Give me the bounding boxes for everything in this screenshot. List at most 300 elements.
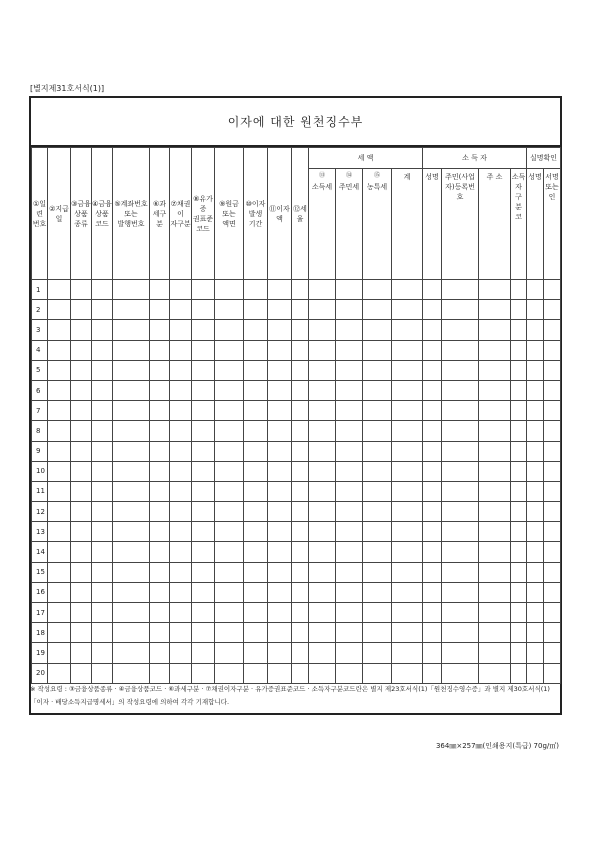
entry-cell[interactable]	[392, 300, 423, 320]
entry-cell[interactable]	[292, 582, 309, 602]
entry-cell[interactable]	[150, 643, 170, 663]
entry-cell[interactable]	[170, 603, 192, 623]
entry-cell[interactable]	[336, 643, 363, 663]
entry-cell[interactable]	[150, 421, 170, 441]
entry-cell[interactable]	[336, 582, 363, 602]
entry-cell[interactable]	[170, 280, 192, 300]
entry-cell[interactable]	[511, 421, 527, 441]
entry-cell[interactable]	[336, 542, 363, 562]
entry-cell[interactable]	[244, 522, 268, 542]
entry-cell[interactable]	[309, 300, 336, 320]
entry-cell[interactable]	[309, 643, 336, 663]
entry-cell[interactable]	[442, 320, 479, 340]
entry-cell[interactable]	[48, 663, 71, 683]
entry-cell[interactable]	[215, 300, 244, 320]
entry-cell[interactable]	[479, 441, 511, 461]
entry-cell[interactable]	[113, 502, 150, 522]
entry-cell[interactable]	[170, 522, 192, 542]
entry-cell[interactable]	[442, 401, 479, 421]
entry-cell[interactable]	[113, 562, 150, 582]
entry-cell[interactable]	[442, 542, 479, 562]
entry-cell[interactable]	[150, 401, 170, 421]
entry-cell[interactable]	[113, 380, 150, 400]
entry-cell[interactable]	[309, 481, 336, 501]
entry-cell[interactable]	[392, 320, 423, 340]
entry-cell[interactable]	[392, 522, 423, 542]
entry-cell[interactable]	[113, 280, 150, 300]
entry-cell[interactable]	[292, 663, 309, 683]
entry-cell[interactable]	[48, 441, 71, 461]
entry-cell[interactable]	[71, 360, 92, 380]
entry-cell[interactable]	[244, 623, 268, 643]
entry-cell[interactable]	[71, 340, 92, 360]
entry-cell[interactable]	[479, 340, 511, 360]
entry-cell[interactable]	[479, 461, 511, 481]
entry-cell[interactable]	[442, 643, 479, 663]
entry-cell[interactable]	[442, 562, 479, 582]
entry-cell[interactable]	[544, 280, 561, 300]
entry-cell[interactable]	[192, 300, 215, 320]
entry-cell[interactable]	[392, 401, 423, 421]
entry-cell[interactable]	[336, 280, 363, 300]
entry-cell[interactable]	[215, 623, 244, 643]
entry-cell[interactable]	[336, 300, 363, 320]
entry-cell[interactable]	[511, 643, 527, 663]
entry-cell[interactable]	[71, 502, 92, 522]
entry-cell[interactable]	[527, 603, 544, 623]
entry-cell[interactable]	[113, 340, 150, 360]
entry-cell[interactable]	[150, 380, 170, 400]
entry-cell[interactable]	[292, 461, 309, 481]
entry-cell[interactable]	[442, 582, 479, 602]
entry-cell[interactable]	[170, 643, 192, 663]
entry-cell[interactable]	[423, 502, 442, 522]
entry-cell[interactable]	[511, 562, 527, 582]
entry-cell[interactable]	[48, 360, 71, 380]
entry-cell[interactable]	[292, 502, 309, 522]
entry-cell[interactable]	[268, 320, 292, 340]
entry-cell[interactable]	[292, 280, 309, 300]
entry-cell[interactable]	[511, 481, 527, 501]
entry-cell[interactable]	[170, 320, 192, 340]
entry-cell[interactable]	[71, 623, 92, 643]
entry-cell[interactable]	[292, 401, 309, 421]
entry-cell[interactable]	[336, 663, 363, 683]
entry-cell[interactable]	[363, 542, 392, 562]
entry-cell[interactable]	[479, 542, 511, 562]
entry-cell[interactable]	[48, 340, 71, 360]
entry-cell[interactable]	[544, 360, 561, 380]
entry-cell[interactable]	[479, 320, 511, 340]
entry-cell[interactable]	[192, 522, 215, 542]
entry-cell[interactable]	[423, 582, 442, 602]
entry-cell[interactable]	[192, 401, 215, 421]
entry-cell[interactable]	[170, 421, 192, 441]
entry-cell[interactable]	[48, 461, 71, 481]
entry-cell[interactable]	[244, 643, 268, 663]
entry-cell[interactable]	[511, 280, 527, 300]
entry-cell[interactable]	[192, 320, 215, 340]
entry-cell[interactable]	[423, 300, 442, 320]
entry-cell[interactable]	[92, 300, 113, 320]
entry-cell[interactable]	[244, 663, 268, 683]
entry-cell[interactable]	[92, 360, 113, 380]
entry-cell[interactable]	[71, 522, 92, 542]
entry-cell[interactable]	[244, 461, 268, 481]
entry-cell[interactable]	[392, 380, 423, 400]
entry-cell[interactable]	[423, 623, 442, 643]
entry-cell[interactable]	[215, 280, 244, 300]
entry-cell[interactable]	[544, 603, 561, 623]
entry-cell[interactable]	[92, 280, 113, 300]
entry-cell[interactable]	[511, 603, 527, 623]
entry-cell[interactable]	[336, 340, 363, 360]
entry-cell[interactable]	[170, 623, 192, 643]
entry-cell[interactable]	[48, 522, 71, 542]
entry-cell[interactable]	[363, 360, 392, 380]
entry-cell[interactable]	[363, 320, 392, 340]
entry-cell[interactable]	[527, 623, 544, 643]
entry-cell[interactable]	[309, 380, 336, 400]
entry-cell[interactable]	[479, 502, 511, 522]
entry-cell[interactable]	[292, 421, 309, 441]
entry-cell[interactable]	[268, 603, 292, 623]
entry-cell[interactable]	[363, 522, 392, 542]
entry-cell[interactable]	[192, 380, 215, 400]
entry-cell[interactable]	[192, 562, 215, 582]
entry-cell[interactable]	[392, 663, 423, 683]
entry-cell[interactable]	[423, 360, 442, 380]
entry-cell[interactable]	[544, 522, 561, 542]
entry-cell[interactable]	[511, 401, 527, 421]
entry-cell[interactable]	[479, 582, 511, 602]
entry-cell[interactable]	[392, 441, 423, 461]
entry-cell[interactable]	[479, 481, 511, 501]
entry-cell[interactable]	[150, 280, 170, 300]
entry-cell[interactable]	[363, 562, 392, 582]
entry-cell[interactable]	[527, 481, 544, 501]
entry-cell[interactable]	[392, 461, 423, 481]
entry-cell[interactable]	[309, 623, 336, 643]
entry-cell[interactable]	[309, 461, 336, 481]
entry-cell[interactable]	[113, 663, 150, 683]
entry-cell[interactable]	[170, 441, 192, 461]
entry-cell[interactable]	[215, 481, 244, 501]
entry-cell[interactable]	[336, 481, 363, 501]
entry-cell[interactable]	[511, 320, 527, 340]
entry-cell[interactable]	[292, 340, 309, 360]
entry-cell[interactable]	[309, 421, 336, 441]
entry-cell[interactable]	[479, 522, 511, 542]
entry-cell[interactable]	[527, 300, 544, 320]
entry-cell[interactable]	[170, 481, 192, 501]
entry-cell[interactable]	[292, 603, 309, 623]
entry-cell[interactable]	[244, 542, 268, 562]
entry-cell[interactable]	[392, 280, 423, 300]
entry-cell[interactable]	[92, 401, 113, 421]
entry-cell[interactable]	[423, 320, 442, 340]
entry-cell[interactable]	[442, 280, 479, 300]
entry-cell[interactable]	[92, 643, 113, 663]
entry-cell[interactable]	[336, 401, 363, 421]
entry-cell[interactable]	[479, 421, 511, 441]
entry-cell[interactable]	[170, 401, 192, 421]
entry-cell[interactable]	[292, 542, 309, 562]
entry-cell[interactable]	[150, 441, 170, 461]
entry-cell[interactable]	[215, 320, 244, 340]
entry-cell[interactable]	[336, 562, 363, 582]
entry-cell[interactable]	[192, 421, 215, 441]
entry-cell[interactable]	[309, 582, 336, 602]
entry-cell[interactable]	[292, 380, 309, 400]
entry-cell[interactable]	[423, 340, 442, 360]
entry-cell[interactable]	[192, 280, 215, 300]
entry-cell[interactable]	[92, 461, 113, 481]
entry-cell[interactable]	[48, 643, 71, 663]
entry-cell[interactable]	[544, 502, 561, 522]
entry-cell[interactable]	[113, 300, 150, 320]
entry-cell[interactable]	[215, 522, 244, 542]
entry-cell[interactable]	[71, 300, 92, 320]
entry-cell[interactable]	[150, 320, 170, 340]
entry-cell[interactable]	[544, 582, 561, 602]
entry-cell[interactable]	[170, 562, 192, 582]
entry-cell[interactable]	[113, 582, 150, 602]
entry-cell[interactable]	[527, 461, 544, 481]
entry-cell[interactable]	[113, 441, 150, 461]
entry-cell[interactable]	[544, 643, 561, 663]
entry-cell[interactable]	[92, 663, 113, 683]
entry-cell[interactable]	[423, 603, 442, 623]
entry-cell[interactable]	[292, 441, 309, 461]
entry-cell[interactable]	[442, 421, 479, 441]
entry-cell[interactable]	[192, 623, 215, 643]
entry-cell[interactable]	[442, 340, 479, 360]
entry-cell[interactable]	[268, 623, 292, 643]
entry-cell[interactable]	[71, 401, 92, 421]
entry-cell[interactable]	[192, 663, 215, 683]
entry-cell[interactable]	[150, 502, 170, 522]
entry-cell[interactable]	[336, 441, 363, 461]
entry-cell[interactable]	[268, 300, 292, 320]
entry-cell[interactable]	[71, 280, 92, 300]
entry-cell[interactable]	[170, 582, 192, 602]
entry-cell[interactable]	[544, 562, 561, 582]
entry-cell[interactable]	[479, 663, 511, 683]
entry-cell[interactable]	[48, 623, 71, 643]
entry-cell[interactable]	[113, 542, 150, 562]
entry-cell[interactable]	[527, 562, 544, 582]
entry-cell[interactable]	[363, 340, 392, 360]
entry-cell[interactable]	[215, 421, 244, 441]
entry-cell[interactable]	[309, 502, 336, 522]
entry-cell[interactable]	[268, 401, 292, 421]
entry-cell[interactable]	[113, 481, 150, 501]
entry-cell[interactable]	[215, 643, 244, 663]
entry-cell[interactable]	[479, 643, 511, 663]
entry-cell[interactable]	[113, 643, 150, 663]
entry-cell[interactable]	[527, 320, 544, 340]
entry-cell[interactable]	[309, 280, 336, 300]
entry-cell[interactable]	[336, 380, 363, 400]
entry-cell[interactable]	[309, 441, 336, 461]
entry-cell[interactable]	[527, 522, 544, 542]
entry-cell[interactable]	[192, 360, 215, 380]
entry-cell[interactable]	[113, 320, 150, 340]
entry-cell[interactable]	[423, 643, 442, 663]
entry-cell[interactable]	[423, 542, 442, 562]
entry-cell[interactable]	[292, 300, 309, 320]
entry-cell[interactable]	[309, 401, 336, 421]
entry-cell[interactable]	[392, 542, 423, 562]
entry-cell[interactable]	[423, 441, 442, 461]
entry-cell[interactable]	[336, 461, 363, 481]
entry-cell[interactable]	[544, 461, 561, 481]
entry-cell[interactable]	[244, 300, 268, 320]
entry-cell[interactable]	[527, 280, 544, 300]
entry-cell[interactable]	[48, 542, 71, 562]
entry-cell[interactable]	[268, 502, 292, 522]
entry-cell[interactable]	[363, 502, 392, 522]
entry-cell[interactable]	[336, 522, 363, 542]
entry-cell[interactable]	[150, 522, 170, 542]
entry-cell[interactable]	[268, 562, 292, 582]
entry-cell[interactable]	[92, 441, 113, 461]
entry-cell[interactable]	[192, 441, 215, 461]
entry-cell[interactable]	[544, 421, 561, 441]
entry-cell[interactable]	[511, 380, 527, 400]
entry-cell[interactable]	[392, 340, 423, 360]
entry-cell[interactable]	[150, 481, 170, 501]
entry-cell[interactable]	[292, 360, 309, 380]
entry-cell[interactable]	[479, 380, 511, 400]
entry-cell[interactable]	[363, 401, 392, 421]
entry-cell[interactable]	[170, 380, 192, 400]
entry-cell[interactable]	[215, 441, 244, 461]
entry-cell[interactable]	[92, 522, 113, 542]
entry-cell[interactable]	[92, 562, 113, 582]
entry-cell[interactable]	[71, 643, 92, 663]
entry-cell[interactable]	[192, 502, 215, 522]
entry-cell[interactable]	[423, 461, 442, 481]
entry-cell[interactable]	[268, 481, 292, 501]
entry-cell[interactable]	[150, 300, 170, 320]
entry-cell[interactable]	[244, 320, 268, 340]
entry-cell[interactable]	[292, 320, 309, 340]
entry-cell[interactable]	[170, 542, 192, 562]
entry-cell[interactable]	[244, 441, 268, 461]
entry-cell[interactable]	[92, 320, 113, 340]
entry-cell[interactable]	[336, 320, 363, 340]
entry-cell[interactable]	[92, 502, 113, 522]
entry-cell[interactable]	[268, 360, 292, 380]
entry-cell[interactable]	[113, 522, 150, 542]
entry-cell[interactable]	[244, 481, 268, 501]
entry-cell[interactable]	[48, 603, 71, 623]
entry-cell[interactable]	[336, 623, 363, 643]
entry-cell[interactable]	[392, 481, 423, 501]
entry-cell[interactable]	[215, 401, 244, 421]
entry-cell[interactable]	[268, 643, 292, 663]
entry-cell[interactable]	[423, 280, 442, 300]
entry-cell[interactable]	[113, 360, 150, 380]
entry-cell[interactable]	[71, 380, 92, 400]
entry-cell[interactable]	[336, 502, 363, 522]
entry-cell[interactable]	[92, 603, 113, 623]
entry-cell[interactable]	[511, 582, 527, 602]
entry-cell[interactable]	[244, 421, 268, 441]
entry-cell[interactable]	[479, 280, 511, 300]
entry-cell[interactable]	[192, 542, 215, 562]
entry-cell[interactable]	[268, 421, 292, 441]
entry-cell[interactable]	[71, 421, 92, 441]
entry-cell[interactable]	[268, 522, 292, 542]
entry-cell[interactable]	[392, 643, 423, 663]
entry-cell[interactable]	[511, 663, 527, 683]
entry-cell[interactable]	[309, 542, 336, 562]
entry-cell[interactable]	[442, 663, 479, 683]
entry-cell[interactable]	[150, 603, 170, 623]
entry-cell[interactable]	[363, 643, 392, 663]
entry-cell[interactable]	[71, 441, 92, 461]
entry-cell[interactable]	[215, 502, 244, 522]
entry-cell[interactable]	[423, 421, 442, 441]
entry-cell[interactable]	[71, 663, 92, 683]
entry-cell[interactable]	[423, 663, 442, 683]
entry-cell[interactable]	[527, 360, 544, 380]
entry-cell[interactable]	[244, 360, 268, 380]
entry-cell[interactable]	[479, 300, 511, 320]
entry-cell[interactable]	[442, 360, 479, 380]
entry-cell[interactable]	[48, 582, 71, 602]
entry-cell[interactable]	[544, 380, 561, 400]
entry-cell[interactable]	[527, 401, 544, 421]
entry-cell[interactable]	[113, 401, 150, 421]
entry-cell[interactable]	[215, 461, 244, 481]
entry-cell[interactable]	[192, 481, 215, 501]
entry-cell[interactable]	[363, 623, 392, 643]
entry-cell[interactable]	[442, 441, 479, 461]
entry-cell[interactable]	[309, 320, 336, 340]
entry-cell[interactable]	[113, 421, 150, 441]
entry-cell[interactable]	[268, 582, 292, 602]
entry-cell[interactable]	[71, 603, 92, 623]
entry-cell[interactable]	[309, 360, 336, 380]
entry-cell[interactable]	[48, 562, 71, 582]
entry-cell[interactable]	[268, 340, 292, 360]
entry-cell[interactable]	[392, 360, 423, 380]
entry-cell[interactable]	[192, 340, 215, 360]
entry-cell[interactable]	[363, 582, 392, 602]
entry-cell[interactable]	[423, 562, 442, 582]
entry-cell[interactable]	[527, 502, 544, 522]
entry-cell[interactable]	[215, 360, 244, 380]
entry-cell[interactable]	[309, 603, 336, 623]
entry-cell[interactable]	[336, 421, 363, 441]
entry-cell[interactable]	[150, 360, 170, 380]
entry-cell[interactable]	[392, 421, 423, 441]
entry-cell[interactable]	[309, 340, 336, 360]
entry-cell[interactable]	[92, 421, 113, 441]
entry-cell[interactable]	[442, 380, 479, 400]
entry-cell[interactable]	[544, 320, 561, 340]
entry-cell[interactable]	[92, 340, 113, 360]
entry-cell[interactable]	[268, 461, 292, 481]
entry-cell[interactable]	[92, 582, 113, 602]
entry-cell[interactable]	[244, 562, 268, 582]
entry-cell[interactable]	[544, 663, 561, 683]
entry-cell[interactable]	[527, 421, 544, 441]
